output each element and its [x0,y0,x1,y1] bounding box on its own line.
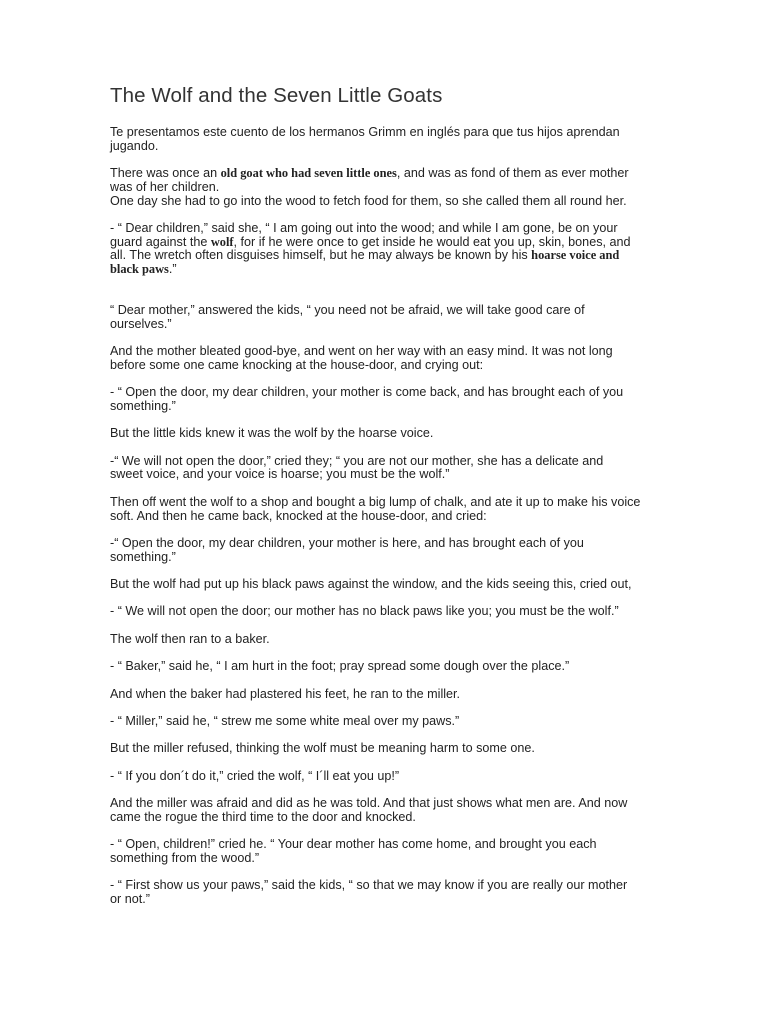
story-paragraph [110,126,658,153]
text-line [110,167,658,181]
text-line: Then off went the wolf to a shop and bought a big lump of chalk, and ate it up to make his voice [110,494,641,509]
story-paragraph [110,345,658,372]
story-paragraph [110,838,658,865]
text-line: One day she had to go into the wood to fetch food for them, so she called them all round her. [110,193,627,208]
text-line: But the little kids knew it was the wolf by the hoarse voice. [110,426,434,441]
emphasized-text: wolf [210,234,234,249]
text-line: jugando. [110,138,159,153]
text-line: came the rogue the third time to the door and knocked. [110,809,416,824]
text-segment: guard against the [110,234,211,249]
text-segment: , for if he were once to get inside he would eat you up, skin, bones, and [233,234,631,249]
story-paragraph [110,304,658,331]
emphasized-text: black paws [110,262,169,276]
text-line [110,263,658,277]
story-paragraph [110,797,658,824]
text-line: The wolf then ran to a baker. [110,631,270,646]
text-segment: There was once an [110,166,221,181]
text-segment: .” [168,262,177,276]
story-paragraph [110,496,658,523]
text-line: And when the baker had plastered his feet, he ran to the miller. [110,686,461,701]
story-paragraph [110,715,658,729]
text-line: - “ First show us your paws,” said the kids, “ so that we may know if you are really our mother [110,878,628,893]
text-line: - “ Open, children!” cried he. “ Your dear mother has come home, and brought you each [110,837,597,852]
story-paragraph [110,427,658,441]
text-line: or not.” [110,892,150,907]
story-paragraph [110,633,658,647]
story-paragraph [110,660,658,674]
text-line: something.” [110,398,176,413]
text-line: before some one came knocking at the house-door, and crying out: [110,357,484,372]
text-line: - “ Dear children,” said she, “ I am going out into the wood; and while I am gone, be on your [110,220,618,235]
text-line: - “ Miller,” said he, “ strew me some white meal over my paws.” [110,714,460,728]
text-line: But the miller refused, thinking the wolf must be meaning harm to some one. [110,741,535,756]
story-paragraph [110,537,658,564]
text-line: was of her children. [110,179,220,194]
text-line: something.” [110,549,176,564]
text-line: And the mother bleated good-bye, and went on her way with an easy mind. It was not long [110,344,613,359]
text-line: “ Dear mother,” answered the kids, “ you need not be afraid, we will take good care of [110,303,585,318]
text-line: sweet voice, and your voice is hoarse; you must be the wolf.” [110,467,450,482]
story-paragraph [110,605,658,619]
text-line: And the miller was afraid and did as he was told. And that just shows what men are. And now [110,796,628,811]
text-line: - “ If you don´t do it,” cried the wolf, “ I´ll eat you up!” [110,768,400,783]
text-line: But the wolf had put up his black paws against the window, and the kids seeing this, cried out, [110,577,632,592]
text-line: -“ Open the door, my dear children, your mother is here, and has brought each of you [110,535,584,550]
text-line: something from the wood.” [110,850,260,865]
emphasized-text: hoarse voice and [531,248,620,263]
text-line: -“ We will not open the door,” cried they; “ you are not our mother, she has a delicate and [110,453,604,468]
text-line: - “ We will not open the door; our mother has no black paws like you; you must be the wolf.” [110,604,619,619]
story-paragraph [110,770,658,784]
story-paragraph [110,167,658,208]
text-line [110,236,658,250]
story-paragraph [110,455,658,482]
story-paragraph [110,578,658,592]
story-paragraph [110,879,658,906]
page-title: The Wolf and the Seven Little Goats [110,84,443,107]
story-paragraph [110,222,658,277]
story-paragraph [110,386,658,413]
text-line: - “ Open the door, my dear children, your mother is come back, and has brought each of you [110,385,624,400]
text-line [110,249,658,263]
text-line: - “ Baker,” said he, “ I am hurt in the foot; pray spread some dough over the place.” [110,659,570,674]
story-body [110,126,658,920]
text-segment: , and was as fond of them as ever mother [396,166,629,181]
text-segment: all. The wretch often disguises himself, but he may always be known by his [110,248,532,263]
story-paragraph [110,688,658,702]
text-line: ourselves.” [110,316,172,331]
text-line: soft. And then he came back, knocked at the house-door, and cried: [110,508,487,523]
text-line: Te presentamos este cuento de los hermanos Grimm en inglés para que tus hijos aprendan [110,125,620,139]
story-paragraph [110,742,658,756]
emphasized-text: old goat who had seven little ones [220,166,397,181]
